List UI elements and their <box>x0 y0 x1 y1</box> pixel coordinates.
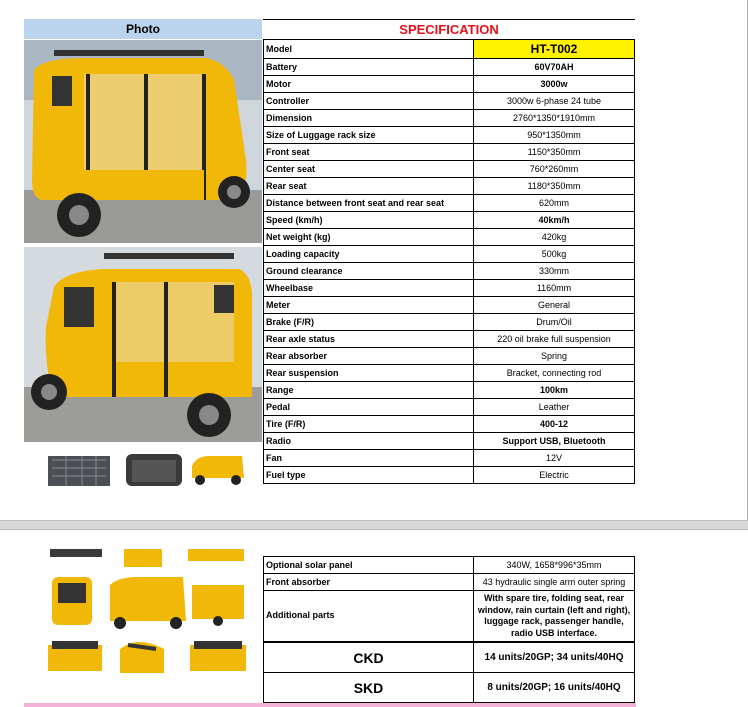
tricycle-thumb <box>186 452 248 491</box>
spec-label: Motor <box>264 76 474 93</box>
spec-value: 1180*350mm <box>474 178 635 195</box>
spec-row <box>264 76 635 93</box>
spec-label: CKD <box>264 643 474 673</box>
spec-label: Net weight (kg) <box>264 229 474 246</box>
spec-label: Loading capacity <box>264 246 474 263</box>
spec-value: 14 units/20GP; 34 units/40HQ <box>474 643 635 673</box>
spec-value: 500kg <box>474 246 635 263</box>
spec-value: 400-12 <box>474 416 635 433</box>
spec-row <box>264 144 635 161</box>
spec-value: Leather <box>474 399 635 416</box>
spec-value: With spare tire, folding seat, rear window, rain curtain (left and right), luggage rack, passenger handle, radio USB interface. <box>474 591 635 642</box>
spec-value: Electric <box>474 467 635 484</box>
spec-value: 40km/h <box>474 212 635 229</box>
spec-label: Range <box>264 382 474 399</box>
packing-table <box>263 642 635 703</box>
spec-label: Front seat <box>264 144 474 161</box>
spec-value: Drum/Oil <box>474 314 635 331</box>
spec-label: Model <box>264 40 474 59</box>
spec-row <box>264 110 635 127</box>
bottom-accent-bar <box>24 703 636 707</box>
spec-value: 760*260mm <box>474 161 635 178</box>
spec-row <box>264 314 635 331</box>
spec-label: Wheelbase <box>264 280 474 297</box>
spec-row <box>264 280 635 297</box>
spec-label: Pedal <box>264 399 474 416</box>
spec-value: 620mm <box>474 195 635 212</box>
spec-label: Fuel type <box>264 467 474 484</box>
spec-value: 1160mm <box>474 280 635 297</box>
spec-label: Fan <box>264 450 474 467</box>
extras-row <box>264 574 635 591</box>
spec-label: Tire (F/R) <box>264 416 474 433</box>
spec-label: Optional solar panel <box>264 557 474 574</box>
spec-value: 8 units/20GP; 16 units/40HQ <box>474 673 635 703</box>
spec-label: Dimension <box>264 110 474 127</box>
spec-row <box>264 450 635 467</box>
spec-row <box>264 433 635 450</box>
packing-row <box>264 673 635 703</box>
extras-row <box>264 591 635 642</box>
spec-row <box>264 348 635 365</box>
specification-title: SPECIFICATION <box>263 19 635 39</box>
spec-row <box>264 229 635 246</box>
spec-value: Bracket, connecting rod <box>474 365 635 382</box>
roof-photo <box>124 450 184 491</box>
spec-value: 340W, 1658*996*35mm <box>474 557 635 574</box>
spec-value: 330mm <box>474 263 635 280</box>
specification-table <box>263 39 635 484</box>
spec-label: Brake (F/R) <box>264 314 474 331</box>
spec-row <box>264 59 635 76</box>
spec-label: Rear suspension <box>264 365 474 382</box>
spec-row <box>264 127 635 144</box>
spec-label: Rear absorber <box>264 348 474 365</box>
spec-row <box>264 416 635 433</box>
extras-table <box>263 556 635 642</box>
photo-header: Photo <box>24 19 262 39</box>
spec-row <box>264 212 635 229</box>
spec-label: Ground clearance <box>264 263 474 280</box>
spec-label: Front absorber <box>264 574 474 591</box>
spec-value: 100km <box>474 382 635 399</box>
spec-row <box>264 467 635 484</box>
spec-label: Rear axle status <box>264 331 474 348</box>
spec-value: 3000w 6-phase 24 tube <box>474 93 635 110</box>
spec-value: 950*1350mm <box>474 127 635 144</box>
spec-row <box>264 382 635 399</box>
tricycle-front-photo <box>24 247 262 442</box>
tricycle-side-photo <box>24 40 262 243</box>
spec-row <box>264 246 635 263</box>
spec-value: 43 hydraulic single arm outer spring <box>474 574 635 591</box>
spec-label: Distance between front seat and rear seat <box>264 195 474 212</box>
spec-value: Support USB, Bluetooth <box>474 433 635 450</box>
spec-value: 220 oil brake full suspension <box>474 331 635 348</box>
spec-label: Meter <box>264 297 474 314</box>
spec-label: Center seat <box>264 161 474 178</box>
spec-label: Controller <box>264 93 474 110</box>
spec-value: 60V70AH <box>474 59 635 76</box>
packing-row <box>264 643 635 673</box>
spec-row <box>264 178 635 195</box>
solar-panel-photo <box>48 452 110 491</box>
spec-value: 1150*350mm <box>474 144 635 161</box>
spec-label: Radio <box>264 433 474 450</box>
page-divider <box>0 520 748 530</box>
spec-label: Battery <box>264 59 474 76</box>
spec-row <box>264 161 635 178</box>
spec-label: Speed (km/h) <box>264 212 474 229</box>
spec-row <box>264 297 635 314</box>
spec-label: Rear seat <box>264 178 474 195</box>
spec-value: 12V <box>474 450 635 467</box>
extras-row <box>264 557 635 574</box>
spec-row <box>264 263 635 280</box>
spec-label: Size of Luggage rack size <box>264 127 474 144</box>
spec-value: Spring <box>474 348 635 365</box>
spec-value: General <box>474 297 635 314</box>
spec-row <box>264 93 635 110</box>
spec-value: 420kg <box>474 229 635 246</box>
spec-row <box>264 365 635 382</box>
spec-row <box>264 40 635 59</box>
spec-value: 2760*1350*1910mm <box>474 110 635 127</box>
spec-value: 3000w <box>474 76 635 93</box>
spec-label: SKD <box>264 673 474 703</box>
spec-label: Additional parts <box>264 591 474 642</box>
spec-row <box>264 195 635 212</box>
spec-value: HT-T002 <box>474 40 635 59</box>
spec-row <box>264 331 635 348</box>
parts-gallery <box>48 549 248 694</box>
spec-row <box>264 399 635 416</box>
